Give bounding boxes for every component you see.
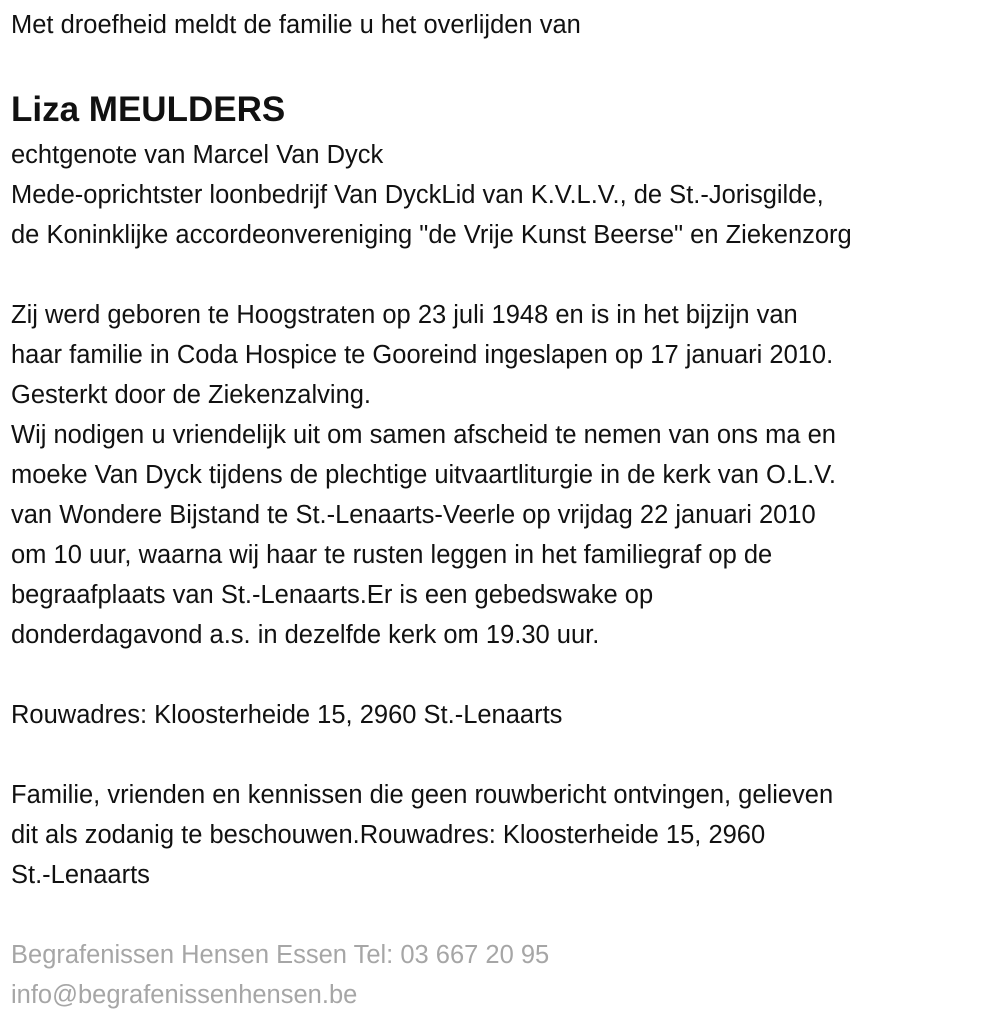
body-line: van Wondere Bijstand te St.-Lenaarts-Veerle op vrijdag 22 januari 2010 (11, 501, 816, 529)
body-line: Zij werd geboren te Hoogstraten op 23 juli 1948 en is in het bijzijn van (11, 301, 798, 329)
intro-text: Met droefheid meldt de familie u het overlijden van (11, 11, 581, 39)
mourning-address: Rouwadres: Kloosterheide 15, 2960 St.-Lenaarts (11, 701, 563, 729)
funeral-home-email[interactable]: info@begrafenissenhensen.be (11, 981, 358, 1009)
body-line: donderdagavond a.s. in dezelfde kerk om 19.30 uur. (11, 621, 600, 649)
body-line: haar familie in Coda Hospice te Gooreind ingeslapen op 17 januari 2010. (11, 341, 834, 369)
deceased-name: Liza MEULDERS (11, 90, 286, 129)
body-line: moeke Van Dyck tijdens de plechtige uitvaartliturgie in de kerk van O.L.V. (11, 461, 836, 489)
notice-line: Familie, vrienden en kennissen die geen rouwbericht ontvingen, gelieven (11, 781, 834, 809)
body-line: Gesterkt door de Ziekenzalving. (11, 381, 372, 409)
body-line: Wij nodigen u vriendelijk uit om samen afscheid te nemen van ons ma en (11, 421, 836, 449)
notice-line: dit als zodanig te beschouwen.Rouwadres: Kloosterheide 15, 2960 (11, 821, 766, 849)
funeral-home-contact: Begrafenissen Hensen Essen Tel: 03 667 20 95 (11, 941, 550, 969)
body-line: om 10 uur, waarna wij haar te rusten leggen in het familiegraf op de (11, 541, 773, 569)
notice-line: St.-Lenaarts (11, 861, 150, 889)
detail-line: echtgenote van Marcel Van Dyck (11, 141, 384, 169)
detail-line: Mede-oprichtster loonbedrijf Van DyckLid van K.V.L.V., de St.-Jorisgilde, (11, 181, 824, 209)
body-line: begraafplaats van St.-Lenaarts.Er is een gebedswake op (11, 581, 654, 609)
detail-line: de Koninklijke accordeonvereniging "de Vrije Kunst Beerse" en Ziekenzorg (11, 221, 852, 249)
